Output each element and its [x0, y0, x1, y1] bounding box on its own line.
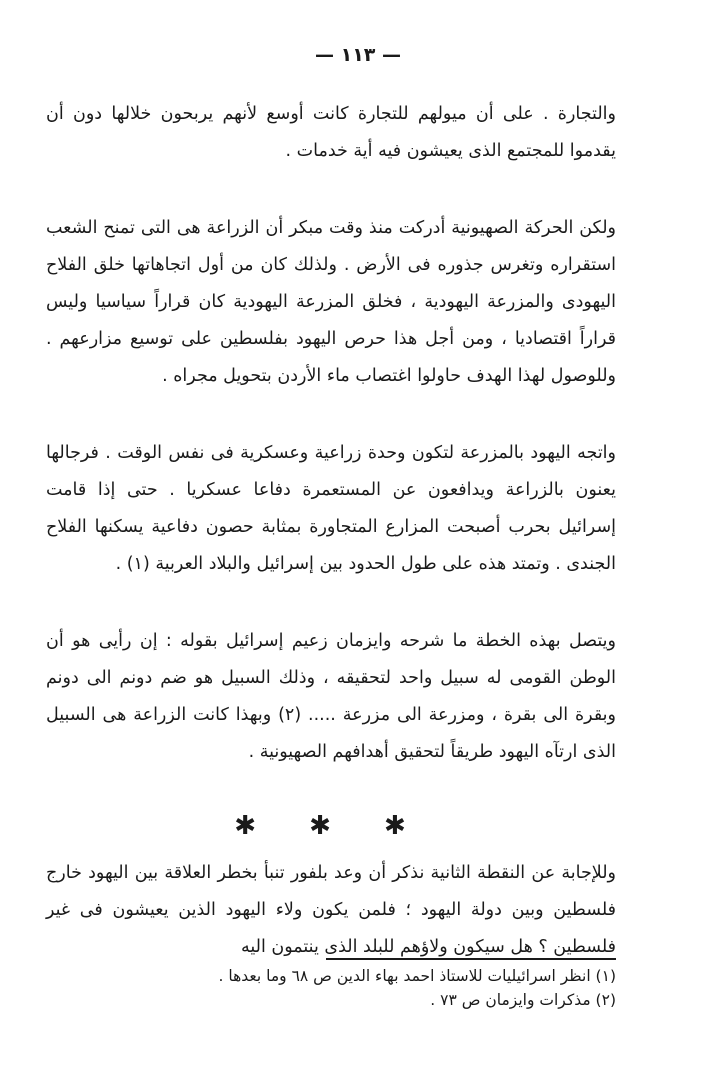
paragraph-5: وللإجابة عن النقطة الثانية نذكر أن وعد بلفور تنبأ بخطر العلاقة بين اليهود خارج فلسطين وبين دولة اليهود ؛ فلمن يكون ولاء اليهود الذين يعيشون فى غير فلسطين ؟ هل سيكون ولاؤهم للبلد الذى ينتمون اليه: [46, 863, 616, 957]
footnote-divider: [326, 958, 616, 960]
footnote-2: (٢) مذكرات وايزمان ص ٧٣ .: [430, 991, 616, 1009]
paragraph-2: ولكن الحركة الصهيونية أدركت منذ وقت مبكر أن الزراعة هى التى تمنح الشعب استقراره وتغرس جذوره فى الأرض . ولذلك كان من أول اتجاهاتها خلق الفلاح اليهودى والمزرعة اليهودية ، فخلق المزرعة اليهودية كان قراراً سياسيا وليس قراراً اقتصاديا ، ومن أجل هذا حرص اليهود بفلسطين على توسيع مزارعهم . وللوصول لهذا الهدف حاولوا اغتصاب ماء الأردن بتحويل مجراه .: [46, 218, 616, 386]
section-separator: ✱ ✱ ✱: [234, 811, 428, 841]
paragraph-4: ويتصل بهذه الخطة ما شرحه وايزمان زعيم إسرائيل بقوله : إن رأيى هو أن الوطن القومى له سبيل واحد لتحقيقه ، وذلك السبيل هو ضم دونم الى دونم وبقرة الى بقرة ، ومزرعة الى مزرعة ..... (٢) وبهذا كانت الزراعة هى السبيل الذى ارتآه اليهود طريقاً لتحقيق أهدافهم الصهيونية .: [46, 631, 616, 762]
footnotes: [80, 964, 616, 1012]
paragraph-3: واتجه اليهود بالمزرعة لتكون وحدة زراعية وعسكرية فى نفس الوقت . فرجالها يعنون بالزراعة ويدافعون عن المستعمرة دفاعا عسكريا . حتى إذا قامت إسرائيل بحرب أصبحت المزارع المتجاورة بمثابة حصون دفاعية يسكنها الفلاح الجندى . وتمتد هذه على طول الحدود بين إسرائيل والبلاد العربية (١) .: [46, 443, 616, 574]
page-number: — ١١٣ —: [314, 44, 402, 66]
footnote-1: (١) انظر اسرائيليات للاستاذ احمد بهاء الدين ص ٦٨ وما بعدها .: [218, 967, 616, 985]
paragraph-1: والتجارة . على أن ميولهم للتجارة كانت أوسع لأنهم يربحون خلالها دون أن يقدموا للمجتمع الذى يعيشون فيه أية خدمات .: [46, 104, 616, 161]
body-text: [46, 96, 616, 966]
